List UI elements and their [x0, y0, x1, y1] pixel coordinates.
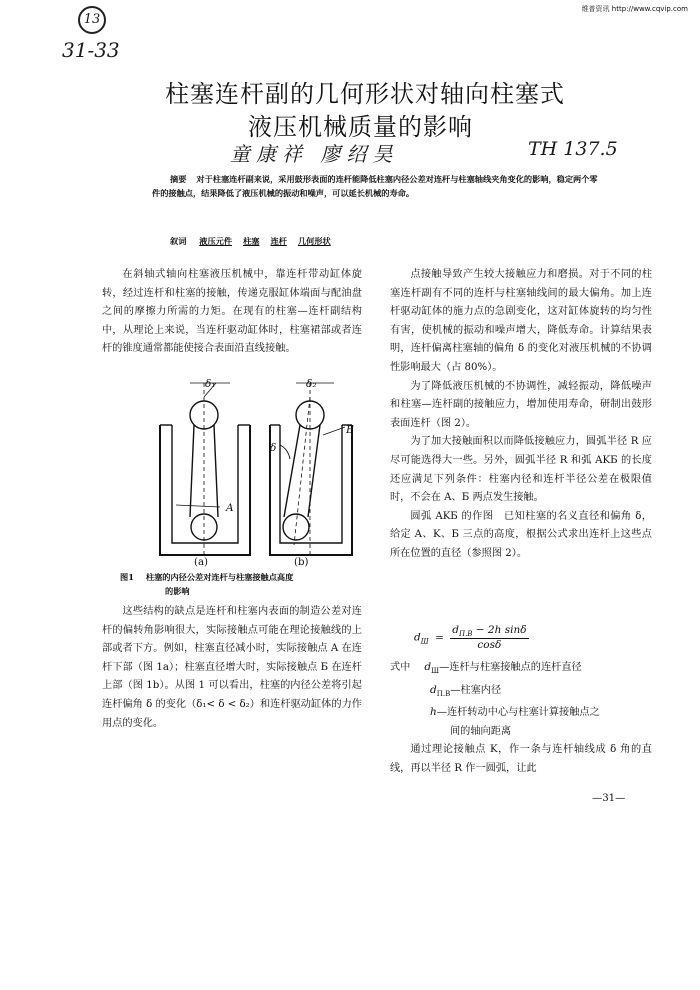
formula-lhs-sub: Ш [420, 637, 429, 646]
formula: $d_Ш$ = $d_{П.В} - 2h$ sinδ cosδ [414, 624, 527, 652]
def3-symbol: h [430, 706, 437, 719]
formula-numerator-sub: П.В [458, 630, 473, 639]
abstract [152, 172, 602, 200]
figure-caption-line-2: 的影响 [165, 586, 190, 596]
abstract-label: 摘要 [170, 174, 187, 184]
left-column-bottom [102, 603, 362, 733]
def2-sub: П.В [436, 689, 451, 698]
title-line-2: 液压机械质量的影响 [248, 113, 473, 141]
paragraph: 圆弧 AKБ 的作图 已知柱塞的名义直径和偏角 δ，给定 A、K、Б 三点的高度，根据公式求出连杆上这些点所在位置的直径（参照图 2）。 [390, 510, 652, 559]
circled-number: 13 [78, 6, 106, 34]
keyword-item: 柱塞 [243, 236, 260, 246]
def2-symbol: d [430, 683, 437, 696]
figure-caption-number: 图1 [120, 572, 134, 582]
figure-label-b: Б [346, 424, 354, 436]
watermark: 维普资讯 http://www.cqvip.com [581, 5, 688, 13]
definitions [390, 658, 652, 779]
def1-text: —连杆与柱塞接触点的连杆直径 [439, 662, 582, 673]
page-number: —31— [592, 793, 626, 804]
keyword-item: 连杆 [270, 236, 287, 246]
keywords-label: 叙词 [170, 236, 187, 246]
paragraph: 通过理论接触点 K，作一条与连杆轴线成 δ 角的直线，再以半径 R 作一圆弧，让此 [390, 744, 652, 775]
paragraph: 这些结构的缺点是连杆和柱塞内表面的制造公差对连杆的偏转角影响很大，实际接触点可能在理论接触线的上部或者下方。例如，柱塞直径减小时，实际接触点 A 在连杆下部（图 1a）；柱塞直径增大时，实际接触点 Б 在连杆上部（图 1b）。从图 1 可以看出，柱塞的内径公差将引起连杆偏角 δ 的变化（δ₁< δ < δ₂）和连杆驱动缸体的力作用点的变化。 [102, 606, 362, 729]
formula-numerator-rest: − 2h sinδ [472, 624, 527, 636]
paragraph: 点接触导致产生较大接触应力和磨损。对于不同的柱塞连杆副有不同的连杆与柱塞轴线间的最大偏角。加上连杆驱动缸体的施力点的急剧变化，这对缸体旋转的均匀性有害，使机械的振动和噪声增大，降低寿命。计算结果表明，连杆偏离柱塞轴的偏角 δ 的变化对液压机械的不协调性影响最大（占 80%）。 [390, 269, 652, 373]
handwritten-classification: TH 137.5 [528, 138, 618, 160]
figure-caption [120, 570, 293, 584]
figure-label-a: A [226, 502, 234, 514]
handwritten-page-range: 31-33 [62, 38, 120, 62]
formula-numerator-d: d [452, 624, 459, 636]
paragraph: 为了降低液压机械的不协调性，减轻振动，降低噪声和柱塞—连杆副的接触应力，增加使用寿命，研制出鼓形表面连杆（图 2）。 [390, 380, 652, 429]
def3-text: —连杆转动中心与柱塞计算接触点之 [436, 707, 600, 719]
def1-symbol: d [424, 661, 432, 673]
abstract-text: 对于柱塞连杆副来说，采用鼓形表面的连杆能降低柱塞内径公差对连杆与柱塞轴线夹角变化的影响，稳定两个零件的接触点，结果降低了液压机械的振动和噪声，可以延长机械的寿命。 [152, 174, 598, 198]
where-label: 式中 [390, 662, 411, 673]
figure-label-delta1: δ₁ [205, 378, 216, 390]
formula-lhs: d [414, 631, 421, 644]
keyword-item: 液压元件 [199, 236, 233, 246]
def3-continued: 间的轴向距离 [450, 725, 512, 737]
figure-caption-b: (b) [294, 557, 309, 568]
formula-denominator: cosδ [477, 639, 502, 652]
figure-caption-line-1: 柱塞的内径公差对连杆与柱塞接触点高度 [145, 572, 294, 582]
def2-text: —柱塞内径 [450, 684, 502, 696]
handwritten-authors: 童康祥 廖绍昊 [230, 142, 399, 166]
figure-1-diagram [120, 375, 360, 575]
figure-caption-a: (a) [194, 557, 209, 568]
figure-label-delta2: δ₂ [306, 378, 317, 390]
title-line-1: 柱塞连杆副的几何形状对轴向柱塞式 [165, 80, 565, 108]
def1-sub: Ш [431, 667, 440, 676]
paragraph: 在斜轴式轴向柱塞液压机械中，靠连杆带动缸体旋转，经过连杆和柱塞的接触，传递克服缸体端面与配油盘之间的摩擦力所需的力矩。在现有的柱塞—连杆副结构中，从理论上来说，当连杆驱动缸体时，柱塞裙部或者连杆的锥度通常都能使接合表面沿直线接触。 [102, 269, 362, 355]
left-column-top [102, 266, 362, 359]
paragraph: 为了加大接触面积以而降低接触应力，圆弧半径 R 应尽可能选得大一些。另外，圆弧半径 R 和弧 AKБ 的长度还应满足下列条件：柱塞内径和连杆半径公差在极限值时，不会在 A、Б 两点发生接触。 [390, 436, 652, 504]
keywords [170, 234, 331, 248]
figure-label-delta: δ [270, 442, 277, 454]
keyword-item: 几何形状 [297, 236, 331, 246]
right-column [390, 266, 652, 564]
